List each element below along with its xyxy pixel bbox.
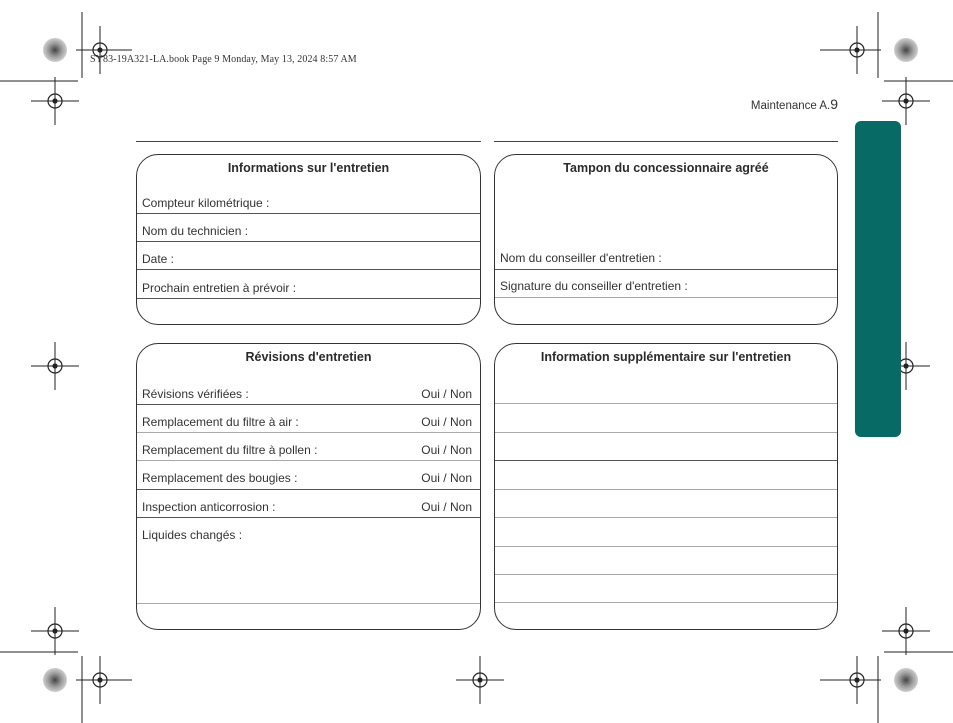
check-value: Oui / Non xyxy=(421,415,472,429)
divider xyxy=(137,404,480,405)
divider xyxy=(137,489,480,490)
check-label: Révisions vérifiées : xyxy=(142,387,249,401)
registration-mark-icon xyxy=(31,342,79,390)
field-advisor-name: Nom du conseiller d'entretien : xyxy=(500,251,662,265)
panel-title: Tampon du concessionnaire agréé xyxy=(563,161,769,175)
field-date: Date : xyxy=(142,252,175,266)
check-row xyxy=(142,471,474,485)
running-header xyxy=(751,96,838,112)
dealer-stamp-panel xyxy=(494,154,838,325)
note-line xyxy=(495,517,837,518)
registration-mark-icon xyxy=(76,656,124,704)
note-line xyxy=(495,546,837,547)
color-calibration-icon xyxy=(43,668,67,692)
check-value: Oui / Non xyxy=(421,471,472,485)
section-label: Maintenance A. xyxy=(750,100,831,112)
color-calibration-icon xyxy=(894,668,918,692)
note-line xyxy=(495,574,837,575)
divider xyxy=(137,241,480,242)
field-odometer: Compteur kilométrique : xyxy=(142,196,270,210)
registration-mark-icon xyxy=(833,26,881,74)
service-checks-panel xyxy=(136,343,481,630)
divider xyxy=(495,269,837,270)
print-info-line: SY83-19A321-LA.book Page 9 Monday, May 13, 2024 8:57 AM xyxy=(90,54,357,65)
divider xyxy=(137,432,480,433)
divider xyxy=(137,460,480,461)
field-next-service: Prochain entretien à prévoir : xyxy=(142,281,297,295)
top-rule-right xyxy=(494,141,838,142)
panel-title: Révisions d'entretien xyxy=(245,350,372,364)
note-line xyxy=(495,432,837,433)
panel-title: Informations sur l'entretien xyxy=(227,161,390,175)
check-label: Inspection anticorrosion : xyxy=(142,500,276,514)
registration-mark-icon xyxy=(31,77,79,125)
registration-mark-icon xyxy=(456,656,504,704)
check-value: Oui / Non xyxy=(421,500,472,514)
divider xyxy=(137,213,480,214)
check-label: Remplacement du filtre à air : xyxy=(142,415,299,429)
check-label: Remplacement des bougies : xyxy=(142,471,298,485)
registration-mark-icon xyxy=(76,26,124,74)
divider xyxy=(137,603,480,604)
divider xyxy=(137,269,480,270)
check-label: Remplacement du filtre à pollen : xyxy=(142,443,318,457)
check-value: Oui / Non xyxy=(421,443,472,457)
divider xyxy=(137,298,480,299)
registration-mark-icon xyxy=(882,607,930,655)
chapter-tab xyxy=(855,121,901,437)
color-calibration-icon xyxy=(43,38,67,62)
color-calibration-icon xyxy=(894,38,918,62)
field-advisor-signature: Signature du conseiller d'entretien : xyxy=(500,279,688,293)
note-line xyxy=(495,460,837,461)
note-line xyxy=(495,403,837,404)
divider xyxy=(495,297,837,298)
field-technician: Nom du technicien : xyxy=(142,224,249,238)
additional-info-panel xyxy=(494,343,838,630)
note-line xyxy=(495,602,837,603)
note-line xyxy=(495,489,837,490)
registration-mark-icon xyxy=(31,607,79,655)
registration-mark-icon xyxy=(833,656,881,704)
maintenance-info-panel xyxy=(136,154,481,325)
check-row xyxy=(142,500,474,514)
check-row xyxy=(142,443,474,457)
top-rule-left xyxy=(136,141,481,142)
check-row xyxy=(142,387,474,401)
panel-title: Information supplémentaire sur l'entretien xyxy=(540,350,792,364)
fluids-changed-label: Liquides changés : xyxy=(142,528,243,542)
page-number: 9 xyxy=(830,96,838,112)
check-value: Oui / Non xyxy=(421,387,472,401)
registration-mark-icon xyxy=(882,77,930,125)
divider xyxy=(137,517,480,518)
check-row xyxy=(142,415,474,429)
